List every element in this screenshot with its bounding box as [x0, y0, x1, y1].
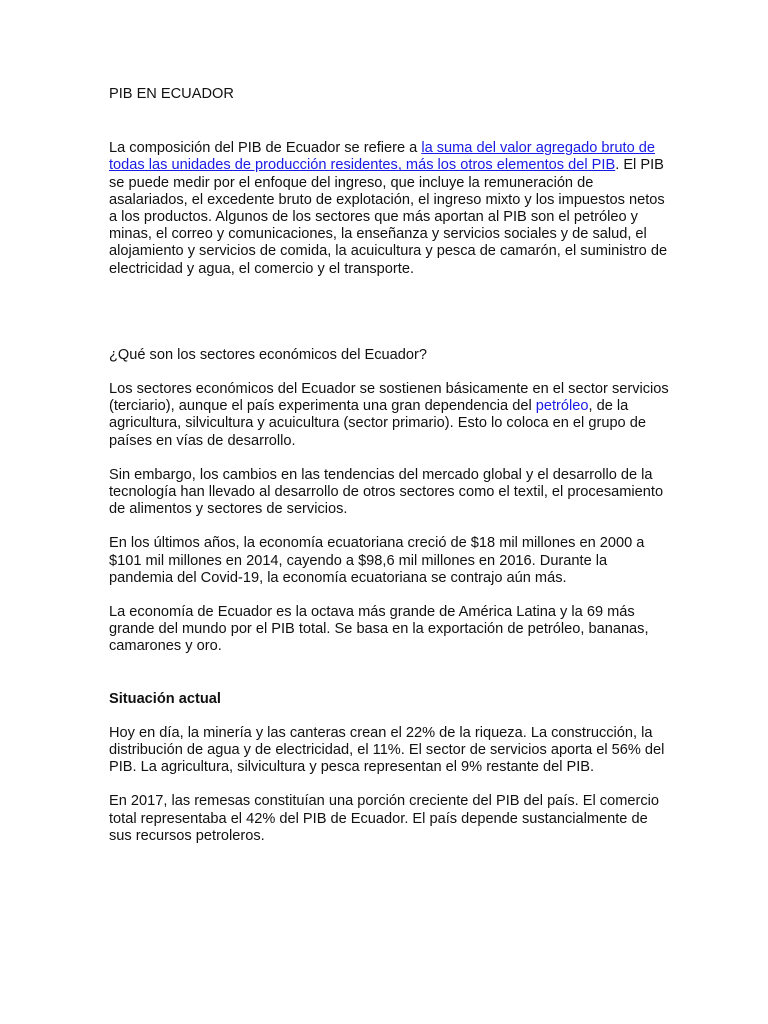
paragraph-growth: En los últimos años, la economía ecuatoriana creció de $18 mil millones en 2000 a $101 mil millones en 2014, cayendo a $98,6 mil millones en 2016. Durante la pandemia del Covid-19, la economía ecuatoriana se contrajo aún más. [109, 535, 645, 586]
paragraph-text: La composición del PIB de Ecuador se refiere a [109, 140, 422, 157]
paragraph-remittances: En 2017, las remesas constituían una porción creciente del PIB del país. El comercio total representaba el 42% del PIB de Ecuador. El país depende sustancialmente de sus recursos petroleros. [109, 793, 659, 844]
paragraph-current-situation: Hoy en día, la minería y las canteras crean el 22% de la riqueza. La construcción, la distribución de agua y de electricidad, el 11%. El sector de servicios aporta el 56% del PIB. La agricultura, silvicultura y pesca representan el 9% restante del PIB. [109, 724, 665, 776]
paragraph-text: Los sectores económicos del Ecuador se sostienen básicamente en el sector servicios (terciario), aunque el país experimenta una gran dependencia del [109, 381, 669, 415]
paragraph-trends: Sin embargo, los cambios en las tendencias del mercado global y el desarrollo de la tecnología han llevado al desarrollo de otros sectores como el textil, el procesamiento de alimentos y sectores de servicios. [109, 466, 664, 518]
document-page [109, 86, 669, 845]
paragraph-text: , de la agricultura, silvicultura y acuicultura (sector primario). Esto lo coloca en el grupo de países en vías de desarrollo. [109, 398, 646, 449]
document-title: PIB EN ECUADOR [109, 86, 234, 102]
paragraph-sectors [109, 381, 669, 450]
section-heading: Situación actual [109, 690, 221, 707]
link-pib-definition[interactable]: la suma del valor agregado bruto de todas las unidades de producción residentes, más los otros elementos del PIB [109, 140, 655, 174]
question-heading: ¿Qué son los sectores económicos del Ecuador? [109, 346, 427, 363]
paragraph-ranking: La economía de Ecuador es la octava más grande de América Latina y la 69 más grande del mundo por el PIB total. Se basa en la exportación de petróleo, bananas, camarones y oro. [109, 604, 649, 655]
paragraph-composition [109, 140, 669, 278]
link-petroleo[interactable]: petróleo [535, 398, 589, 415]
paragraph-text: . El PIB se puede medir por el enfoque del ingreso, que incluye la remuneración de asalariados, el excedente bruto de explotación, el ingreso mixto y los impuestos netos a los productos. Algunos de los sectores que más aportan al PIB son el petróleo y minas, el correo y comunicaciones, la enseñanza y servicios sociales y de salud, el alojamiento y servicios de comida, la acuicultura y pesca de camarón, el suministro de electricidad y agua, el comercio y el transporte. [109, 157, 668, 277]
